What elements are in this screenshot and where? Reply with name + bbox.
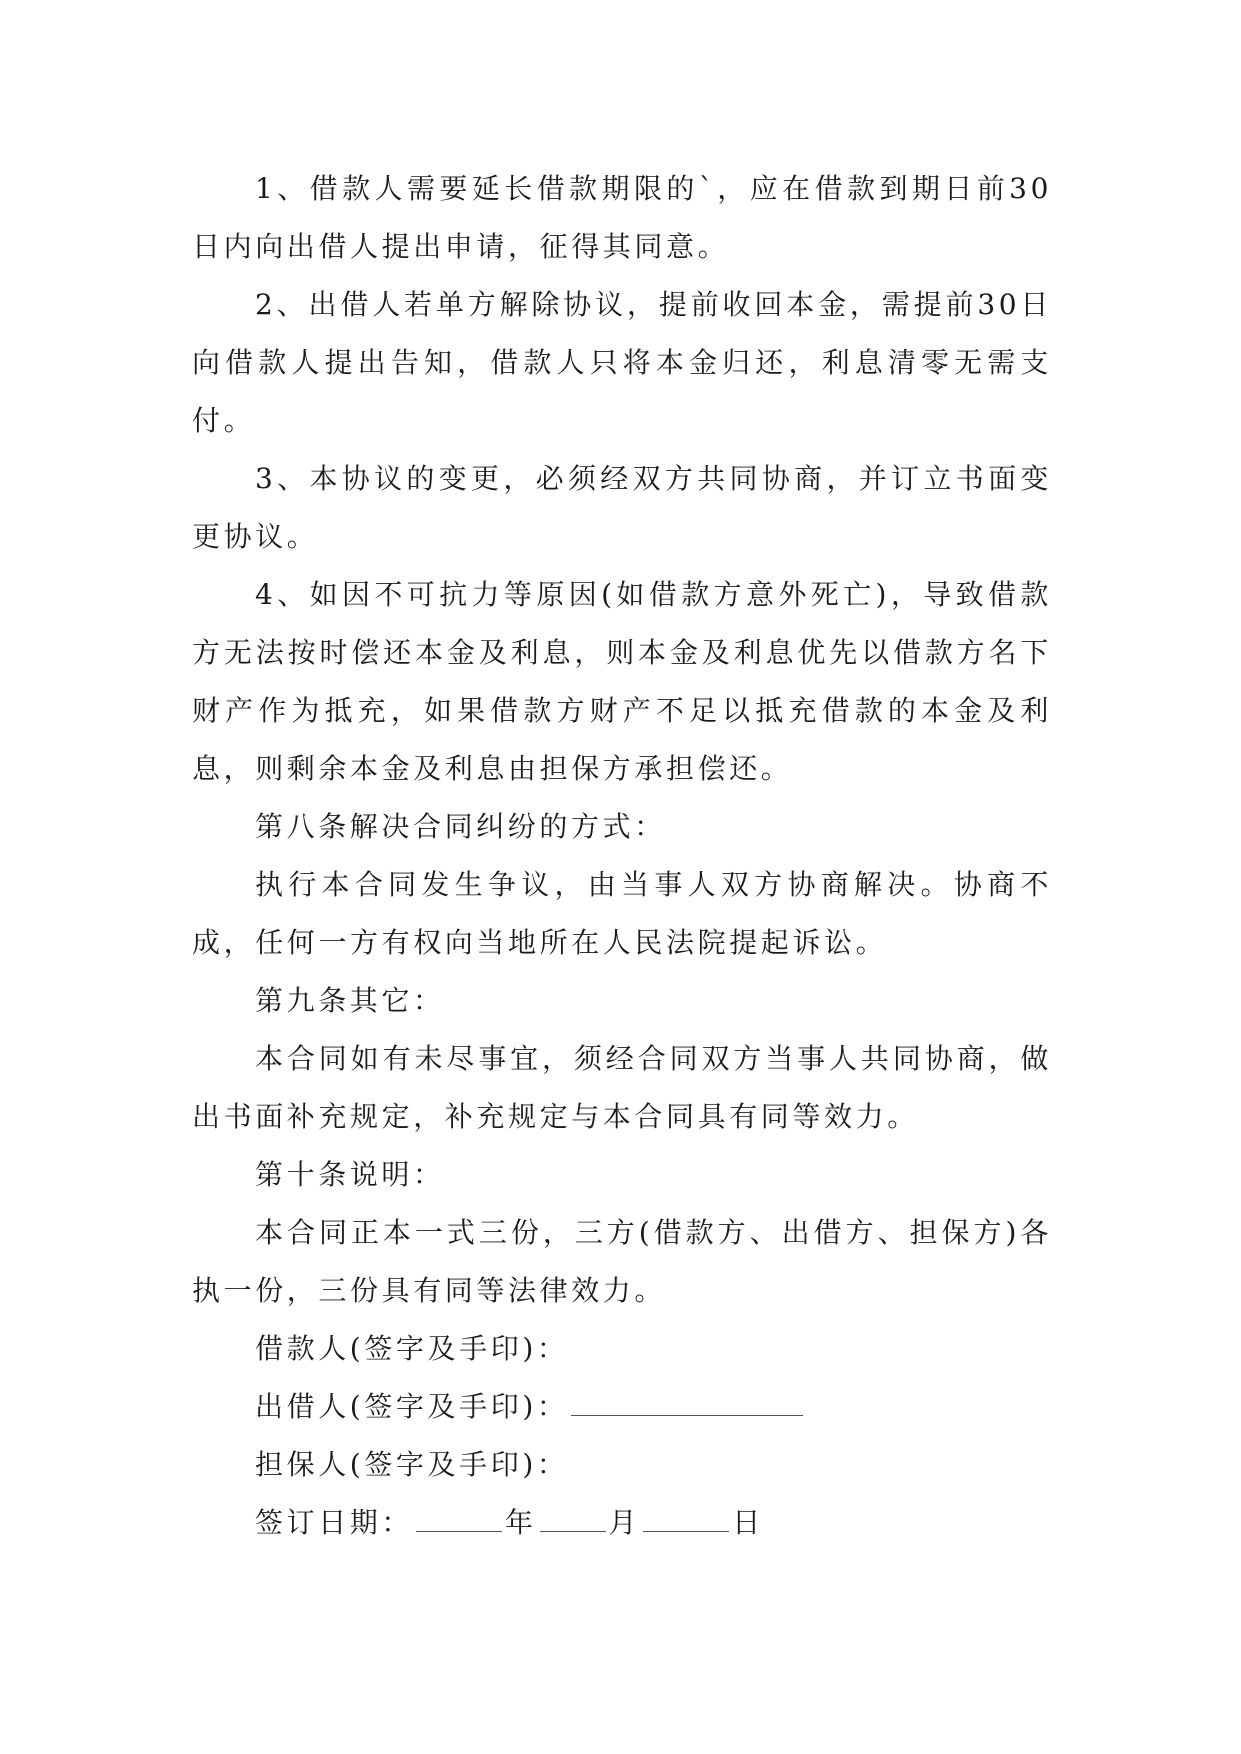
article-10-heading: 第十条说明： [255,1158,445,1191]
lender-signature-label: 出借人(签字及手印)： [255,1390,569,1423]
guarantor-signature-line [192,1436,1052,1494]
article-9-body: 本合同如有未尽事宜，须经合同双方当事人共同协商，做出书面补充规定，补充规定与本合同具有同等效力。 [192,1042,1052,1133]
month-label: 月 [608,1506,641,1539]
article-10-body: 本合同正本一式三份，三方(借款方、出借方、担保方)各执一份，三份具有同等法律效力。 [192,1216,1052,1307]
year-label: 年 [505,1506,537,1539]
article-9-heading: 第九条其它： [255,984,445,1017]
day-blank[interactable] [643,1509,729,1532]
lender-signature-line [192,1378,1052,1436]
lender-signature-blank[interactable] [571,1393,803,1416]
signing-date-line [192,1494,1052,1552]
borrower-signature-label: 借款人(签字及手印)： [255,1332,569,1365]
clause-amendment: 3、本协议的变更，必须经双方共同协商，并订立书面变更协议。 [192,462,1052,553]
article-8-heading: 第八条解决合同纠纷的方式： [255,810,666,843]
contract-body [192,160,1052,1552]
borrower-signature-line [192,1320,1052,1378]
day-label: 日 [732,1506,764,1539]
signing-date-label: 签订日期： [255,1506,414,1539]
year-blank[interactable] [416,1509,502,1532]
guarantor-signature-label: 担保人(签字及手印)： [255,1448,569,1481]
month-blank[interactable] [540,1509,606,1532]
clause-extension: 1、借款人需要延长借款期限的`，应在借款到期日前30日内向出借人提出申请，征得其同意。 [192,172,1052,263]
clause-force-majeure: 4、如因不可抗力等原因(如借款方意外死亡)，导致借款方无法按时偿还本金及利息，则本金及利息优先以借款方名下财产作为抵充，如果借款方财产不足以抵充借款的本金及利息，则剩余本金及利息由担保方承担偿还。 [192,578,1052,785]
article-8-body: 执行本合同发生争议，由当事人双方协商解决。协商不成，任何一方有权向当地所在人民法院提起诉讼。 [192,868,1052,959]
clause-early-termination: 2、出借人若单方解除协议，提前收回本金，需提前30日向借款人提出告知，借款人只将本金归还，利息清零无需支付。 [192,288,1052,437]
